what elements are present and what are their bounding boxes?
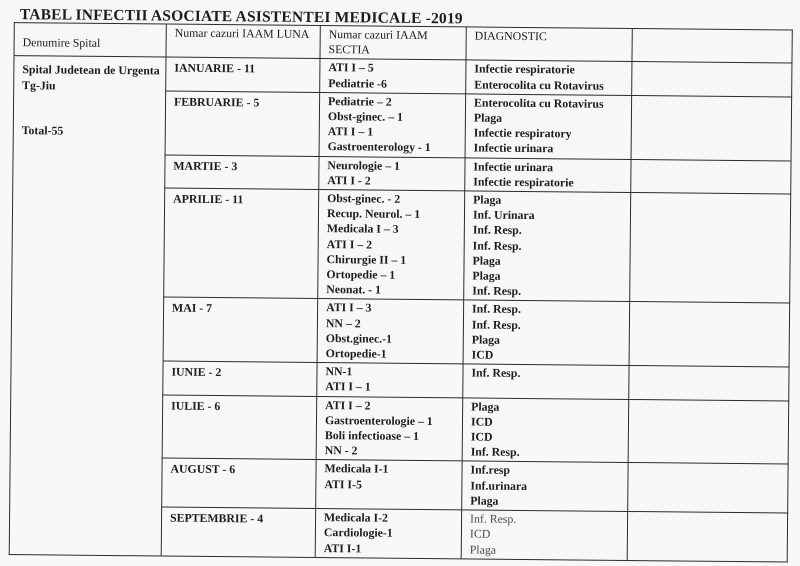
section-entry: Obst-ginec. - 2 (327, 191, 401, 206)
month-cell (165, 91, 320, 156)
diagnostic-entry: Inf. Urinara (472, 207, 535, 223)
diagnostic-entry: Plaga (471, 332, 501, 347)
section-entry: NN – 2 (325, 315, 361, 331)
section-entry: Obst.ginec.-1 (325, 330, 393, 346)
month-cell (161, 507, 315, 557)
month-label: FEBRUARIE - 5 (174, 94, 260, 110)
section-entry: ATI I – 3 (326, 300, 372, 315)
diagnostic-entry: Enterocolita cu Rotavirus (474, 77, 604, 93)
diagnostic-entry: ICD (470, 414, 493, 429)
section-entry: Boli infectioase – 1 (324, 428, 419, 444)
diagnostic-entry: Inf. Resp. (471, 365, 521, 381)
month-label: APRILIE - 11 (173, 191, 244, 207)
header-month: Numar cazuri IAAM LUNA (166, 24, 320, 59)
month-label: IUNIE - 2 (171, 364, 222, 380)
diagnostic-entry: Infectie respiratorie (473, 174, 574, 190)
section-entry: Medicala I-2 (324, 510, 389, 525)
section-entry: ATI I – 2 (326, 236, 373, 252)
diagnostic-entry: ICD (471, 347, 494, 362)
document-title: TABEL INFECTII ASOCIATE ASISTENTEI MEDICALE -2019 (19, 6, 463, 28)
diagnostic-entry: Infectie respiratorie (474, 61, 575, 77)
month-label: MARTIE - 3 (173, 158, 238, 173)
header-empty (632, 29, 792, 64)
diagnostic-entry: Plaga (472, 253, 501, 268)
empty-cell (629, 366, 789, 401)
diagnostic-cell (463, 364, 629, 399)
section-entry: ATI I-5 (324, 476, 362, 492)
header-section: Numar cazuri IAAM SECTIA (320, 26, 466, 61)
section-cell (316, 460, 462, 510)
diagnostic-entry: Plaga (472, 268, 501, 283)
month-cell (163, 361, 317, 396)
diagnostic-entry: Inf.resp (470, 462, 511, 478)
month-cell (165, 155, 319, 190)
section-entry: Obst-ginec. – 1 (327, 109, 404, 124)
diagnostic-cell (462, 398, 629, 463)
diagnostic-entry: Inf. Resp. (472, 301, 522, 317)
section-cell (315, 509, 461, 559)
section-entry: ATI I – 2 (325, 397, 371, 413)
hospital-cell (9, 56, 166, 556)
diagnostic-entry: Inf. Resp. (471, 317, 521, 332)
month-label: MAI - 7 (172, 301, 213, 316)
table-body (9, 56, 792, 562)
diagnostic-entry: ICD (469, 526, 491, 541)
section-cell (317, 299, 464, 364)
section-entry: ATI I - 2 (327, 172, 371, 188)
section-entry: Cardiologie-1 (323, 525, 393, 541)
diagnostic-entry: Inf. Resp. (472, 283, 522, 299)
diagnostic-entry: Inf. Resp. (472, 238, 522, 253)
header-hospital: Denumire Spital (14, 23, 166, 58)
section-entry: Gastroenterologie – 1 (324, 412, 433, 428)
iaam-table (9, 22, 793, 562)
diagnostic-cell (464, 191, 631, 302)
empty-cell (631, 95, 792, 160)
section-cell (318, 190, 465, 301)
month-cell (163, 297, 318, 362)
section-entry: Neonat. - 1 (326, 282, 382, 297)
section-entry: Gastroenterology - 1 (327, 139, 431, 155)
diagnostic-entry: ICD (470, 429, 493, 444)
diagnostic-cell (461, 510, 627, 560)
diagnostic-cell (465, 94, 632, 159)
diagnostic-entry: Infectie urinara (473, 159, 554, 174)
diagnostic-cell (466, 60, 632, 95)
table-row (14, 56, 792, 97)
diagnostic-entry: Plaga (471, 399, 500, 414)
hospital-total: Total-55 (21, 122, 64, 138)
section-entry: Neurologie – 1 (327, 157, 401, 173)
section-entry: ATI I – 1 (327, 124, 374, 139)
empty-cell (631, 159, 791, 194)
diagnostic-entry: Plaga (470, 493, 499, 508)
header-diagnostic: DIAGNOSTIC (466, 27, 632, 62)
diagnostic-entry: Inf.urinara (470, 478, 528, 493)
empty-cell (629, 302, 790, 367)
empty-cell (632, 62, 792, 97)
diagnostic-cell (465, 158, 631, 193)
section-entry: Medicala I-1 (324, 461, 389, 477)
diagnostic-entry: Inf. Resp. (472, 222, 522, 238)
section-entry: Recup. Neurol. – 1 (326, 206, 421, 222)
diagnostic-entry: Infectie respiratory (473, 125, 572, 141)
empty-cell (628, 463, 788, 513)
diagnostic-entry: Inf. Resp. (470, 511, 517, 527)
month-label: IANUARIE - 11 (174, 61, 256, 76)
empty-cell (627, 512, 787, 562)
diagnostic-entry: Plaga (473, 110, 503, 125)
diagnostic-entry: Enterocolita cu Rotavirus (474, 95, 604, 111)
section-entry: Chirurgie II – 1 (326, 251, 407, 267)
section-cell (319, 156, 465, 191)
section-entry: Pediatrie – 2 (328, 93, 392, 109)
hospital-spacer (22, 93, 161, 124)
section-entry: ATI I-1 (323, 540, 362, 555)
month-cell (162, 459, 316, 509)
month-label: IULIE - 6 (171, 398, 221, 413)
diagnostic-entry: Infectie urinara (473, 140, 554, 156)
month-label: SEPTEMBRIE - 4 (170, 510, 264, 526)
hospital-name: Spital Judetean de Urgenta Tg-Jiu (22, 62, 160, 93)
month-cell (166, 57, 320, 92)
section-entry: NN-1 (325, 364, 353, 379)
diagnostic-entry: Inf. Resp. (470, 444, 520, 460)
section-cell (316, 396, 463, 461)
section-entry: Ortopedie – 1 (326, 267, 396, 282)
diagnostic-entry: Plaga (469, 541, 497, 557)
diagnostic-cell (462, 461, 628, 511)
document-sheet (1, 4, 798, 566)
section-entry: Ortopedie-1 (325, 346, 387, 361)
section-cell (319, 92, 466, 157)
section-cell (320, 59, 466, 94)
section-entry: NN - 2 (324, 443, 358, 458)
month-cell (164, 188, 319, 299)
section-entry: Pediatrie -6 (328, 75, 387, 91)
diagnostic-cell (463, 300, 630, 365)
section-cell (317, 363, 463, 398)
empty-cell (628, 399, 789, 464)
section-entry: ATI I – 1 (325, 379, 371, 394)
month-cell (162, 395, 317, 460)
section-entry: Medicala I – 3 (326, 221, 399, 237)
diagnostic-entry: Plaga (473, 192, 502, 207)
month-label: AUGUST - 6 (170, 462, 236, 477)
empty-cell (630, 193, 791, 304)
section-entry: ATI I – 5 (328, 60, 374, 75)
